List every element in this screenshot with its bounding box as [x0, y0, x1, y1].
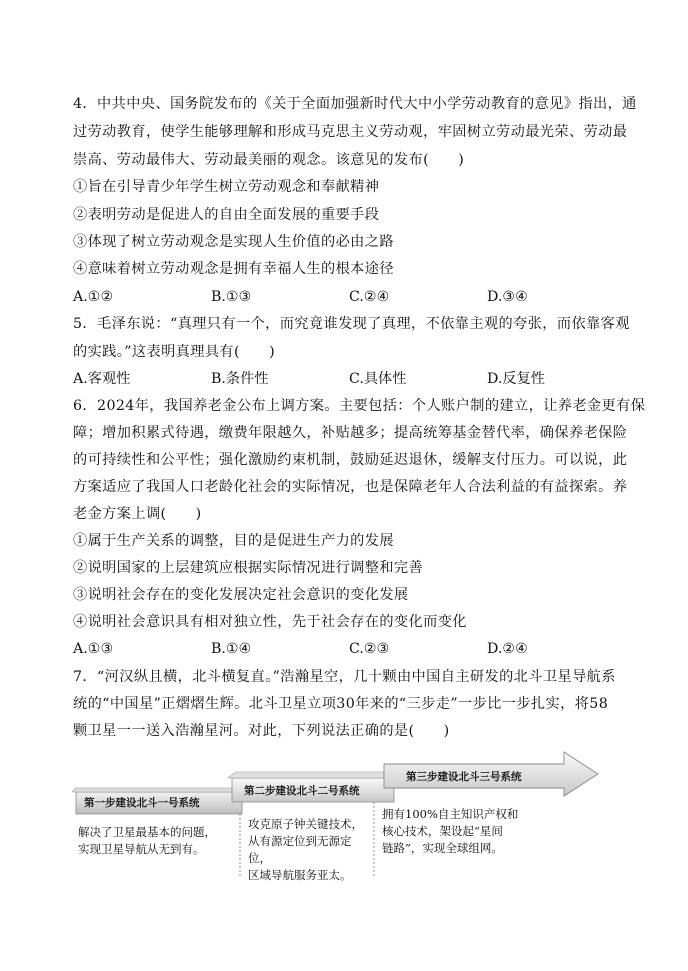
q6-stem-line-2: 障；增加积累式待遇，缴费年限越久，补贴越多；提高统筹基金替代率，确保养老保险 [73, 425, 628, 441]
q6-statement-3: ③说明社会存在的变化发展决定社会意识的变化发展 [73, 587, 409, 603]
q6-option-c[interactable]: C.②③ [349, 641, 390, 657]
q5-option-c[interactable]: C.具体性 [349, 371, 407, 387]
step-2-desc-line: 从有源定位到无源定位， [248, 834, 352, 865]
q4-option-b[interactable]: B.①③ [211, 289, 252, 305]
q6-option-b[interactable]: B.①④ [211, 641, 252, 657]
step-2-description [248, 816, 374, 884]
q5-option-a[interactable]: A.客观性 [73, 371, 131, 387]
q5-option-b[interactable]: B.条件性 [211, 371, 269, 387]
q5-stem-line-1: 5．毛泽东说：“真理只有一个，而究竟谁发现了真理，不依靠主观的夸张，而依靠客观 [73, 316, 630, 332]
step-1-bar-top [72, 788, 242, 792]
q4-stem-line-3: 崇高、劳动最伟大、劳动最美丽的观念。该意见的发布( ) [73, 152, 465, 168]
q5-option-d[interactable]: D.反复性 [487, 371, 545, 387]
q4-stem-line-2: 过劳动教育，使学生能够理解和形成马克思主义劳动观，牢固树立劳动最光荣、劳动最 [73, 124, 628, 140]
step-3-desc-line: 链路”，实现全球组网。 [382, 841, 503, 855]
step-2-desc-line: 攻克原子钟关键技术， [248, 817, 363, 831]
q7-stem-line-2: 统的“中国星”正熠熠生辉。北斗卫星立项30年来的“三步走”一步比一步扎实，将58 [73, 696, 609, 712]
step-3-description [382, 806, 532, 857]
step-2-bar-top [228, 772, 394, 778]
q6-stem-line-3: 的可持续性和公平性；强化激励约束机制，鼓励延迟退休，缓解支付压力。可以说，此 [73, 452, 628, 468]
q6-statement-2: ②说明国家的上层建筑应根据实际情况进行调整和完善 [73, 560, 424, 576]
q6-stem-line-1: 6．2024年，我国养老金公布上调方案。主要包括：个人账户制的建立，让养老金更有保 [73, 398, 646, 414]
q4-options [73, 287, 633, 307]
q7-stem-line-3: 颗卫星一一送入浩瀚星河。对此，下列说法正确的是( ) [73, 723, 450, 739]
q4-statement-4: ④意味着树立劳动观念是拥有幸福人生的根本途径 [73, 261, 394, 277]
step-1-desc-line: 解决了卫星最基本的问题， [78, 825, 216, 839]
q6-options [73, 639, 633, 659]
step-2-desc-line: 区域导航服务亚太。 [248, 868, 352, 882]
step-1-desc-line: 实现卫星导航从无到有。 [78, 842, 205, 856]
q6-stem-line-5: 老金方案上调( ) [73, 506, 202, 522]
q4-stem-line-1: 4．中共中央、国务院发布的《关于全面加强新时代大中小学劳动教育的意见》指出，通 [73, 96, 637, 112]
step-3-title: 第三步建设北斗三号系统 [406, 771, 522, 783]
q4-option-a[interactable]: A.①② [73, 289, 114, 305]
q4-option-d[interactable]: D.③④ [487, 289, 528, 305]
q4-statement-2: ②表明劳动是促进人的自由全面发展的重要手段 [73, 207, 380, 223]
q6-stem-line-4: 方案适应了我国人口老龄化社会的实际情况，也是保障老年人合法利益的有益探索。养 [73, 479, 628, 495]
q6-statement-4: ④说明社会意识具有相对独立性，先于社会存在的变化而变化 [73, 614, 467, 630]
beidou-three-step-diagram [72, 748, 600, 882]
step-3-desc-line: 核心技术，架设起“星间 [382, 824, 503, 838]
q4-option-c[interactable]: C.②④ [349, 289, 390, 305]
q6-statement-1: ①属于生产关系的调整，目的是促进生产力的发展 [73, 533, 394, 549]
q5-stem-line-2: 的实践。”这表明真理具有( ) [73, 344, 276, 360]
q5-options [73, 369, 633, 389]
q4-statement-1: ①旨在引导青少年学生树立劳动观念和奉献精神 [73, 179, 380, 195]
step-3-desc-line: 拥有100%自主知识产权和 [382, 807, 519, 821]
step-1-description [78, 824, 238, 858]
q6-option-d[interactable]: D.②④ [487, 641, 528, 657]
step-1-title: 第一步建设北斗一号系统 [84, 797, 200, 809]
q6-option-a[interactable]: A.①③ [73, 641, 114, 657]
q7-stem-line-1: 7．“河汉纵且横，北斗横复直。”浩瀚星空，几十颗由中国自主研发的北斗卫星导航系 [73, 669, 616, 685]
q4-statement-3: ③体现了树立劳动观念是实现人生价值的必由之路 [73, 234, 394, 250]
step-2-title: 第二步建设北斗二号系统 [244, 785, 360, 797]
